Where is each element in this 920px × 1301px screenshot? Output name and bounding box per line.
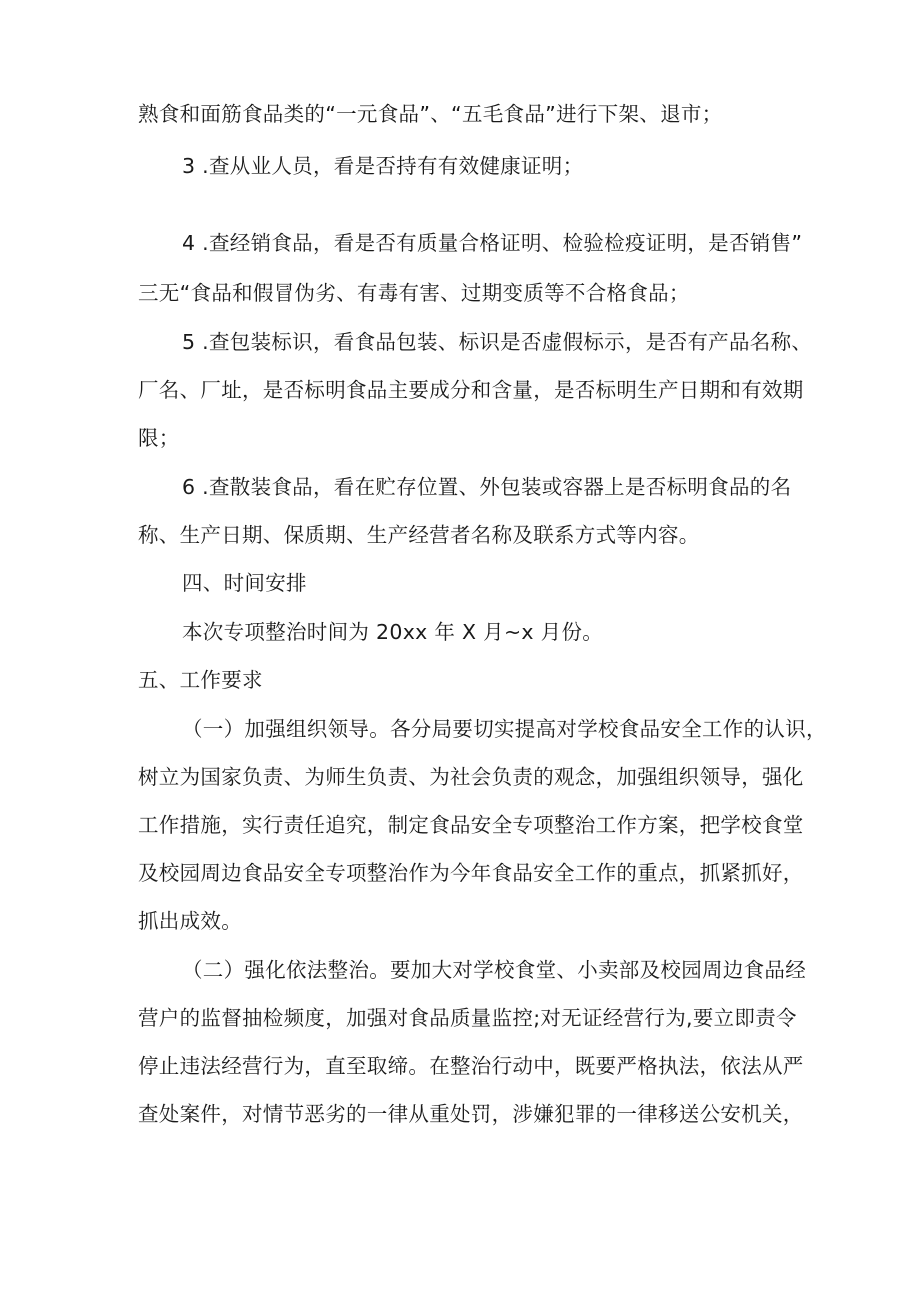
text-line: 限；	[138, 426, 180, 450]
list-item-6: 6 .查散装食品，看在贮存位置、外包装或容器上是否标明食品的名	[182, 475, 792, 499]
text-line: 查处案件，对情节恶劣的一律从重处罚，涉嫌犯罪的一律移送公安机关，	[138, 1102, 804, 1126]
text-line: 三无“食品和假冒伪劣、有毒有害、过期变质等不合格食品；	[138, 281, 690, 305]
list-item-3: 3 .查从业人员，看是否持有有效健康证明；	[182, 154, 584, 178]
list-item-4: 4 .查经销食品，看是否有质量合格证明、检验检疫证明，是否销售”	[182, 231, 803, 255]
text-line: 厂名、厂址，是否标明食品主要成分和含量，是否标明生产日期和有效期	[138, 378, 804, 402]
list-item-5: 5 .查包装标识，看食品包装、标识是否虚假标示，是否有产品名称、	[182, 330, 813, 354]
text-line: 停止违法经营行为，直至取缔。在整治行动中，既要严格执法，依法从严	[138, 1054, 804, 1078]
subsection-2: （二）强化依法整治。要加大对学校食堂、小卖部及校园周边食品经	[182, 958, 806, 982]
section-heading-5: 五、工作要求	[138, 668, 263, 692]
text-line: 树立为国家负责、为师生负责、为社会负责的观念，加强组织领导，强化	[138, 765, 804, 789]
text-line: 及校园周边食品安全专项整治作为今年食品安全工作的重点，抓紧抓好，	[138, 861, 804, 885]
subsection-1: （一）加强组织领导。各分局要切实提高对学校食品安全工作的认识，	[182, 717, 827, 741]
text-line: 营户的监督抽检频度，加强对食品质量监控;对无证经营行为,要立即责令	[138, 1006, 797, 1030]
section-heading-4: 四、时间安排	[182, 571, 307, 595]
text-line: 称、生产日期、保质期、生产经营者名称及联系方式等内容。	[138, 523, 700, 547]
text-line: 工作措施，实行责任追究，制定食品安全专项整治工作方案，把学校食堂	[138, 813, 804, 837]
text-line: 本次专项整治时间为 20xx 年 X 月~x 月份。	[182, 620, 604, 644]
text-line: 熟食和面筋食品类的“一元食品”、“五毛食品”进行下架、退市；	[138, 102, 723, 126]
text-line: 抓出成效。	[138, 909, 242, 933]
